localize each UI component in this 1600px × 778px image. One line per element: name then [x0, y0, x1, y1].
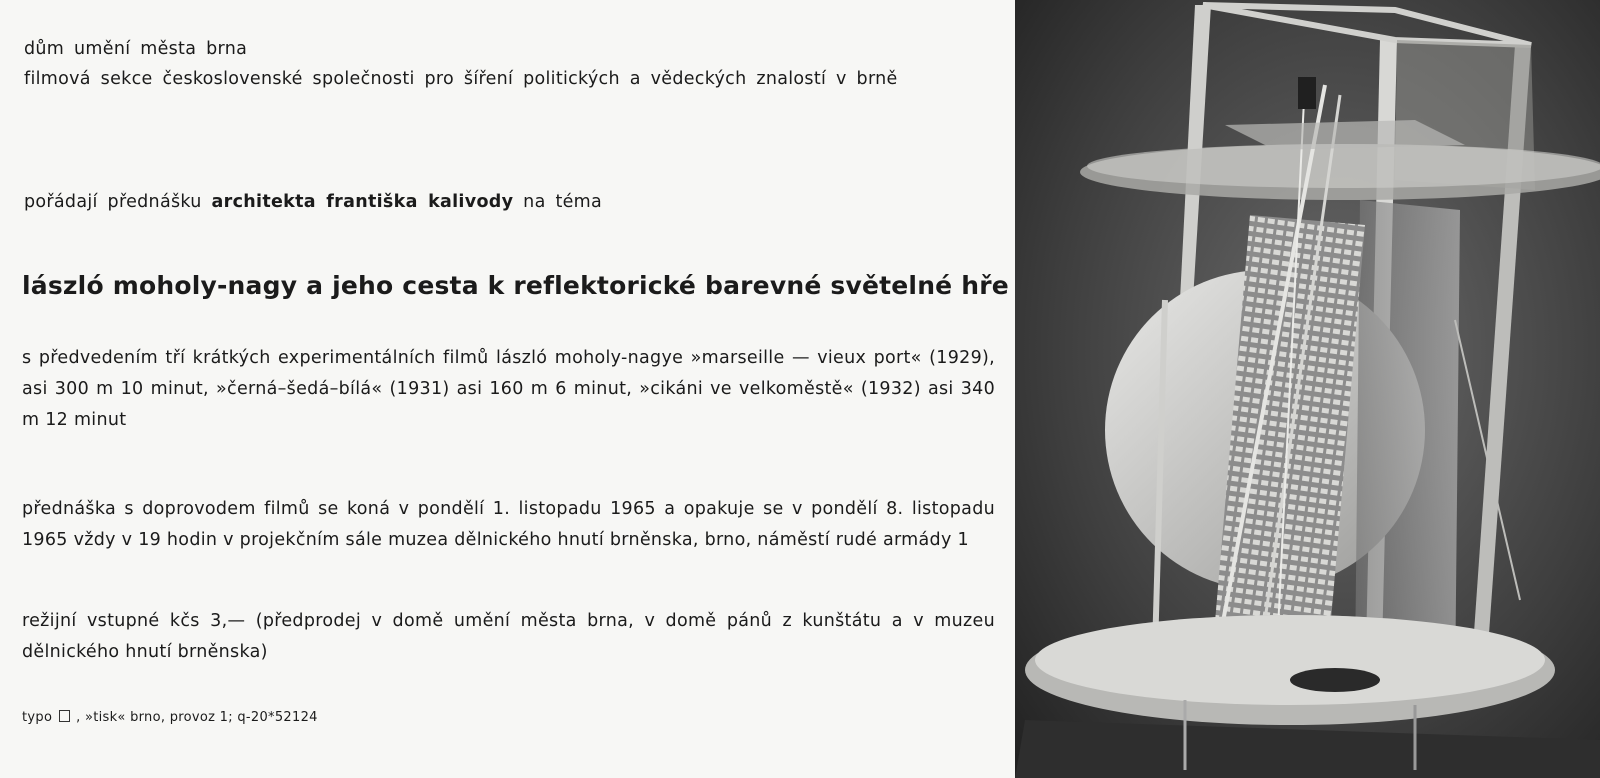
- schedule-paragraph: přednáška s doprovodem filmů se koná v pondělí 1. listopadu 1965 a opakuje se v pondělí 8. listopadu 1965 vždy v 19 hodin v projekčním sále muzea dělnického hnutí brněnska, brno, náměstí rudé armády 1: [22, 499, 995, 550]
- films-paragraph: s předvedením tří krátkých experimentálních filmů lászló moholy-nagye »marseille — vieux port« (1929), asi 300 m 10 minut, »černá–šedá–bílá« (1931) asi 160 m 6 minut, »cikáni ve velkoměstě« (1932) asi 340 m 12 minut: [22, 348, 995, 430]
- colophon-prefix: typo: [22, 710, 53, 725]
- sculpture-illustration: [1015, 0, 1600, 778]
- co-organizer-line: filmová sekce československé společnosti pro šíření politických a vědeckých znalostí v brně: [24, 69, 898, 89]
- printer-colophon: [22, 707, 318, 729]
- invitation-suffix: na téma: [523, 192, 603, 212]
- organizer-line: dům umění města brna: [24, 39, 248, 59]
- speaker-name: architekta františka kalivody: [211, 192, 514, 212]
- invitation-prefix: pořádají přednášku: [24, 192, 202, 212]
- admission-paragraph: režijní vstupné kčs 3,— (předprodej v domě umění města brna, v domě pánů z kunštátu a v muzeu dělnického hnutí brněnska): [22, 611, 995, 662]
- light-space-modulator-photo: [1015, 0, 1600, 778]
- invitation-line: [24, 187, 602, 217]
- square-mark-icon: [59, 710, 70, 722]
- lecture-title: lászló moholy-nagy a jeho cesta k reflektorické barevné světelné hře: [22, 271, 1009, 300]
- colophon-suffix: , »tisk« brno, provoz 1; q-20*52124: [76, 710, 318, 725]
